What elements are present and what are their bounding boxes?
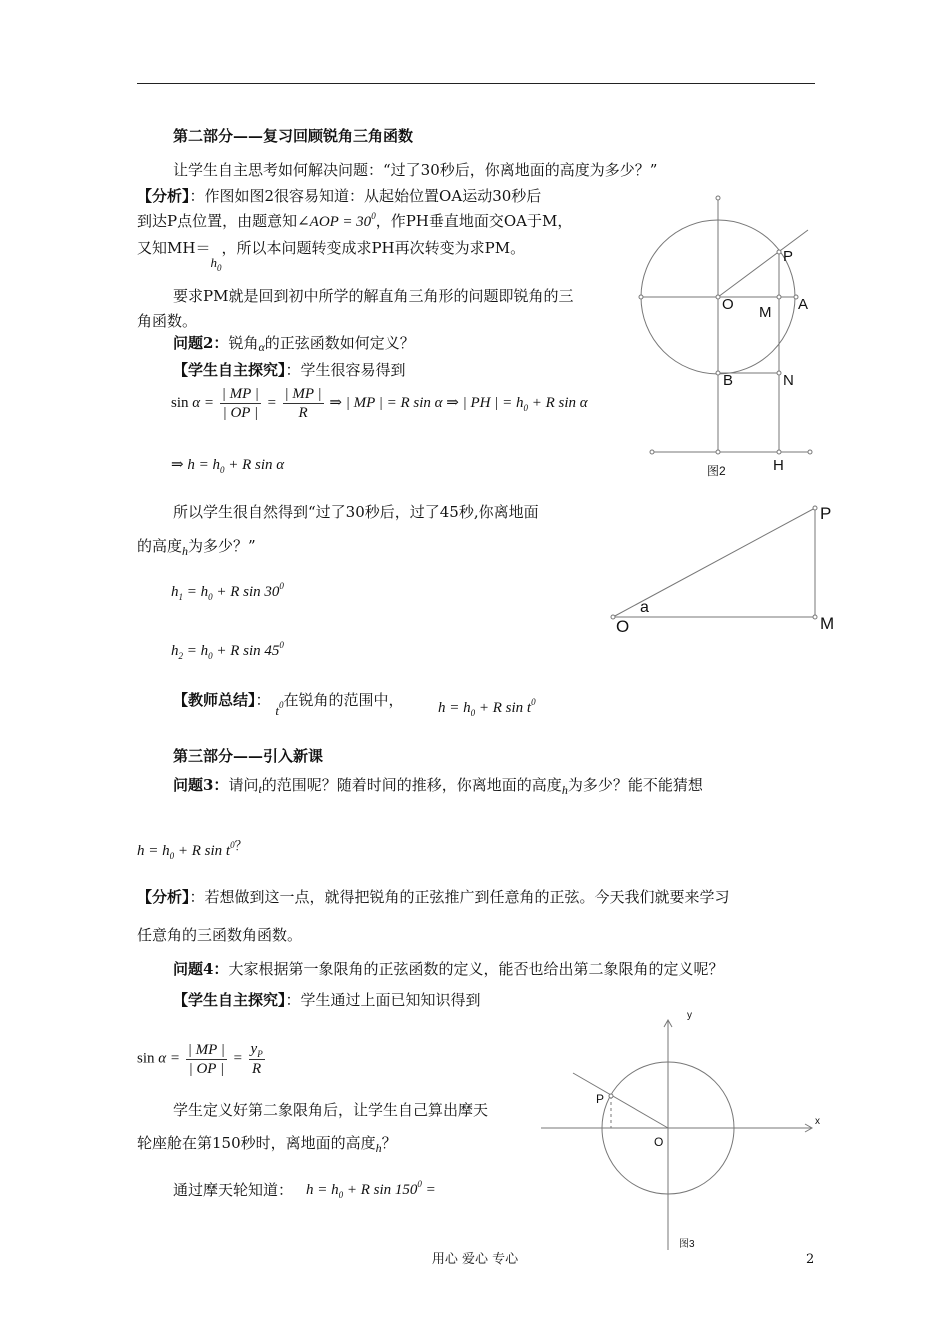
fig2-point-h	[777, 450, 781, 454]
fig2-point-b	[716, 371, 720, 375]
fig2-point-ground-left	[650, 450, 654, 454]
fig2-point-top	[716, 196, 720, 200]
fig3-label-x: x	[815, 1116, 820, 1127]
analysis2-line1: 【分析】：若想做到这一点，就得把锐角的正弦推广到任意角的正弦。今天我们就要来学习	[137, 888, 730, 906]
final-formula: $h = h_0 + R$ $\sin 150^0$ =	[306, 1179, 436, 1200]
fig2-point-n	[777, 371, 781, 375]
figure-3	[541, 1020, 812, 1250]
figure-2	[639, 196, 812, 454]
teacher-formula: $h = h_0 + R$ $\sin t^0$	[438, 697, 536, 718]
fig2-label-a: A	[798, 296, 809, 313]
h1-formula: $h_1 = h_0 + R$ $\sin 30^0$	[171, 581, 284, 602]
pm-line1: 要求PM就是回到初中所学的解直角三角形的问题即锐角的三	[173, 287, 574, 305]
part2-title: 第二部分——复习回顾锐角三角函数	[173, 127, 414, 145]
q3-formula: $h = h_0 + R$ $\sin t^0$？	[137, 838, 248, 861]
q2-text-a: 锐角	[228, 334, 259, 352]
pm-line2: 角函数。	[137, 312, 198, 330]
h-formula: ⇒ $h = h_0 + R$ sin α	[171, 457, 285, 475]
second-quadrant-formula: sin α = $\frac{| MP |}{| OP |}$ = $\frac{y_P}{R}$	[137, 1041, 263, 1077]
triangle-label-o: O	[616, 617, 630, 636]
sine-definition-formula: sin α = $\frac{| MP |}{| OP |}$ = $\frac{| MP |}{R}$ ⇒ | MP | = R sin α ⇒ | PH | = $h_0 + R$ sin α	[171, 386, 588, 421]
h-symbol-2: h	[561, 783, 568, 797]
triangle-label-p: P	[820, 504, 832, 523]
t-symbol: t	[258, 782, 262, 796]
fig2-label-n: N	[783, 372, 794, 389]
fig2-point-p	[777, 250, 781, 254]
question3: 问题3：请问$_t$的范围呢？随着时间的推移，你离地面的高度$_h$为多少？能不能猜想	[173, 776, 703, 797]
footer-motto: 用心 爱心 专心	[431, 1252, 519, 1267]
fig2-point-left	[639, 295, 643, 299]
fig2-label-o: O	[722, 296, 734, 313]
analysis-label: 【分析】	[137, 187, 190, 205]
explore-label: 【学生自主探究】	[173, 361, 286, 379]
page-number: 2	[806, 1252, 815, 1267]
h-symbol: h	[182, 544, 189, 558]
so-line1: 所以学生很自然得到“过了30秒后，过了45秒,你离地面	[173, 503, 539, 521]
h0-inline: $h_0$	[210, 255, 222, 273]
fig2-point-o	[716, 295, 720, 299]
through-text: 通过摩天轮知道：	[173, 1181, 294, 1199]
triangle-label-m: M	[820, 614, 835, 633]
triangle-point-o	[611, 615, 615, 619]
analysis-text2a: 到达P点位置，由题意知	[137, 212, 298, 230]
so-line2: 的高度$_h$为多少？”	[137, 537, 256, 558]
fig3-label-o: O	[654, 1135, 664, 1149]
intro-text: 让学生自主思考如何解决问题：“过了30秒后，你离地面的高度为多少？”	[173, 161, 658, 179]
h2-formula: $h_2 = h_0 + R$ $\sin 45^0$	[171, 640, 284, 661]
explore-text: ：学生很容易得到	[285, 361, 406, 379]
triangle-label-angle-a: a	[640, 599, 649, 616]
q2-label: 问题2：	[173, 334, 229, 352]
teacher-summary: 【教师总结】： $t^0$在锐角的范围中，	[173, 691, 404, 718]
analysis-text1: ：作图如图2很容易知道：从起始位置OA运动30秒后	[189, 187, 542, 205]
define-line2: 轮座舱在第150秒时，离地面的高度$_h$？	[137, 1134, 397, 1155]
fig2-label-m: M	[759, 304, 772, 321]
q2-text-b: 的正弦函数如何定义？	[264, 334, 415, 352]
part3-title: 第三部分——引入新课	[173, 747, 324, 765]
fig2-caption: 图2	[707, 464, 726, 478]
fig3-point-p	[609, 1094, 613, 1098]
explore2: 【学生自主探究】：学生通过上面已知知识得到	[173, 991, 481, 1009]
analysis-text2b: ，作PH垂直地面交OA于M，	[375, 212, 573, 230]
question4: 问题4：大家根据第一象限角的正弦函数的定义，能否也给出第二象限角的定义呢？	[173, 960, 724, 978]
fig2-label-h: H	[773, 457, 784, 474]
fig2-point-ground-mid	[716, 450, 720, 454]
define-line1: 学生定义好第二象限角后，让学生自己算出摩天	[173, 1101, 489, 1119]
fig3-label-y: y	[687, 1010, 692, 1021]
analysis-text3b: ，所以本问题转变成求PH再次转变为求PM。	[221, 239, 526, 257]
analysis-text3a: 又知MH＝	[137, 239, 211, 257]
analysis2-line2: 任意角的三函数角函数。	[137, 926, 303, 944]
triangle-point-p	[813, 506, 817, 510]
triangle-point-m	[813, 615, 817, 619]
alpha-symbol: α	[258, 340, 265, 354]
fig2-label-b: B	[723, 372, 734, 389]
fig2-label-p: P	[783, 248, 794, 265]
h-symbol-3: h	[375, 1141, 382, 1155]
fig2-point-ground-right	[808, 450, 812, 454]
fig2-point-m	[777, 295, 781, 299]
fig3-terminal-ray	[573, 1073, 668, 1128]
t0-symbol: $t^0$	[275, 700, 284, 718]
aop-formula: ∠AOP = $30^0$	[297, 211, 376, 230]
fig3-caption: 图3	[679, 1239, 695, 1250]
fig3-label-p: P	[596, 1092, 605, 1106]
